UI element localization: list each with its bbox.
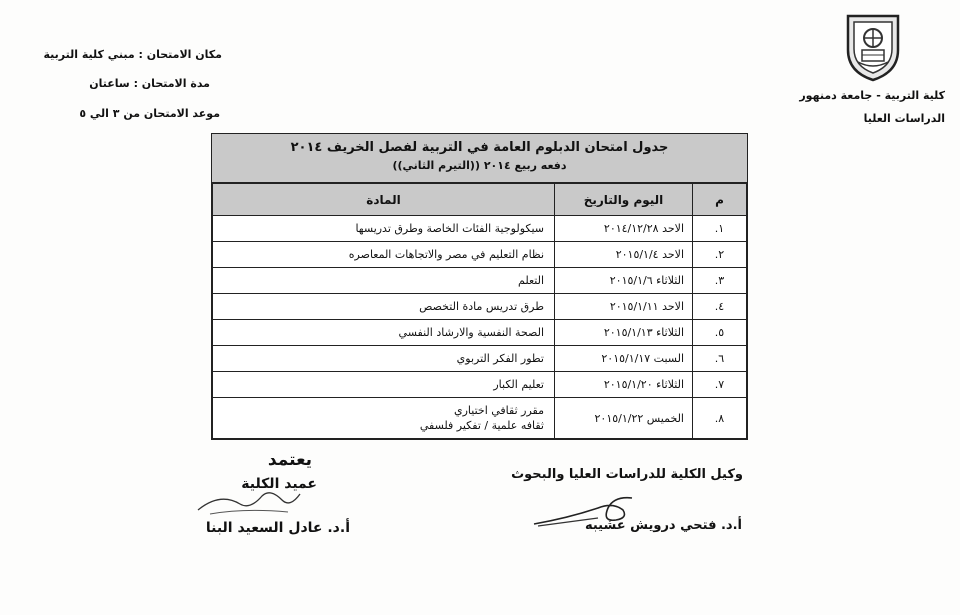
dean-signature-icon <box>190 482 305 522</box>
row-number: ٢. <box>693 242 747 268</box>
row-subject: نظام التعليم في مصر والاتجاهات المعاصره <box>213 242 555 268</box>
row-subject: سيكولوجية الفئات الخاصة وطرق تدريسها <box>213 216 555 242</box>
exam-dates: موعد الامتحان من ٣ الي ٥ <box>79 107 220 120</box>
university-emblem-icon <box>838 10 908 82</box>
row-date: الاحد ٢٠١٤/١٢/٢٨ <box>555 216 693 242</box>
college-name: كلية التربية - جامعة دمنهور <box>799 89 945 102</box>
dean-title: عميد الكلية <box>241 476 317 492</box>
table-row <box>213 294 747 320</box>
exam-duration: مدة الامتحان : ساعتان <box>89 77 210 90</box>
row-date: السبت ٢٠١٥/١/١٧ <box>555 346 693 372</box>
row-date: الاحد ٢٠١٥/١/١١ <box>555 294 693 320</box>
row-subject: طرق تدريس مادة التخصص <box>213 294 555 320</box>
row-subject: تعليم الكبار <box>213 372 555 398</box>
table-row <box>213 372 747 398</box>
approval-label: يعتمد <box>267 450 313 470</box>
vice-dean-name: أ.د. فتحي درويش عشيبه <box>584 518 742 533</box>
row-date: الثلاثاء ٢٠١٥/١/٦ <box>555 268 693 294</box>
row-number: ٦. <box>693 346 747 372</box>
exam-schedule-table <box>211 133 748 440</box>
table-title: جدول امتحان الدبلوم العامة في التربية لفصل الخريف ٢٠١٤ <box>290 140 669 155</box>
header-subject: المادة <box>213 184 555 216</box>
row-subject-line2: ثقافه علمية / تفكير فلسفي <box>419 419 544 432</box>
exam-place: مكان الامتحان : مبني كلية التربية <box>43 48 222 61</box>
table-title-box <box>212 134 747 183</box>
row-subject-cell <box>213 398 555 439</box>
table-row <box>213 346 747 372</box>
table-row <box>213 268 747 294</box>
table-row <box>213 398 747 439</box>
dean-name: أ.د. عادل السعيد البنا <box>205 520 350 536</box>
table-row <box>213 216 747 242</box>
header-number: م <box>693 184 747 216</box>
row-subject: تطور الفكر التربوي <box>213 346 555 372</box>
table-row <box>213 320 747 346</box>
row-date: الاحد ٢٠١٥/١/٤ <box>555 242 693 268</box>
row-subject: التعلم <box>213 268 555 294</box>
table-subtitle: دفعه ربيع ٢٠١٤ ((التيرم الثاني)) <box>392 159 567 172</box>
row-number: ٨. <box>693 398 747 439</box>
vice-dean-title: وكيل الكلية للدراسات العليا والبحوث <box>511 467 743 482</box>
row-date: الخميس ٢٠١٥/١/٢٢ <box>555 398 693 439</box>
schedule-grid <box>212 183 747 439</box>
table-row <box>213 242 747 268</box>
row-number: ١. <box>693 216 747 242</box>
row-date: الثلاثاء ٢٠١٥/١/١٣ <box>555 320 693 346</box>
row-subject: الصحة النفسية والارشاد النفسي <box>213 320 555 346</box>
row-number: ٤. <box>693 294 747 320</box>
row-number: ٥. <box>693 320 747 346</box>
row-number: ٣. <box>693 268 747 294</box>
table-header-row <box>213 184 747 216</box>
row-number: ٧. <box>693 372 747 398</box>
row-subject: مقرر ثقافي اختياري <box>453 404 544 417</box>
header-date: اليوم والتاريخ <box>555 184 693 216</box>
row-date: الثلاثاء ٢٠١٥/١/٢٠ <box>555 372 693 398</box>
department-name: الدراسات العليا <box>863 112 945 125</box>
